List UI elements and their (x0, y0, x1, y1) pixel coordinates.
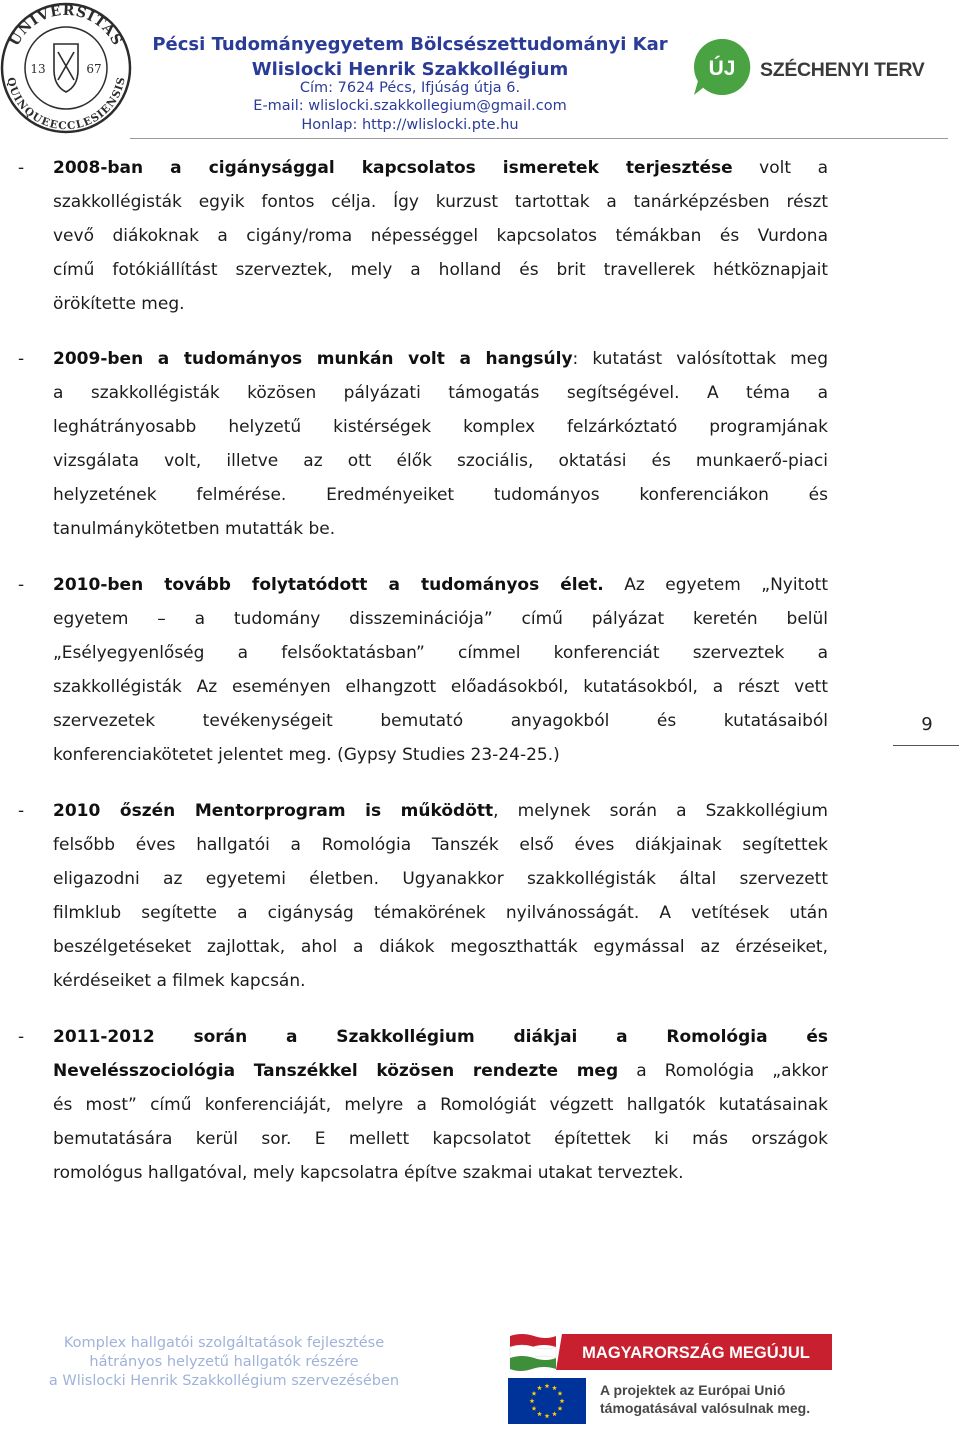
paragraph-line (53, 670, 828, 704)
paragraph-line (53, 828, 828, 862)
bold-text: 2009-ben a tudományos munkán volt a hangsúly (53, 349, 573, 369)
paragraph-2011-2012 (18, 1020, 828, 1190)
paragraph-line (53, 1020, 828, 1054)
text-run: a szakkollégisták közösen pályázati támogatás segítségével. A téma a (53, 383, 828, 403)
magyarorszag-megujul-banner (506, 1330, 834, 1374)
banner-text: MAGYARORSZÁG MEGÚJUL (582, 1344, 810, 1362)
footer-project-line: hátrányos helyzetű hallgatók részére (89, 1354, 359, 1370)
header-address: Cím: 7624 Pécs, Ifjúság útja 6. (299, 80, 521, 96)
text-run: konferenciakötetet jelentet meg. (Gypsy Studies 23-24-25.) (53, 745, 560, 765)
text-run: helyzetének felmérése. Eredményeiket tudományos konferenciákon és (53, 485, 828, 505)
paragraph-2010 (18, 568, 828, 772)
hungarian-flag-green-stripe (510, 1356, 556, 1371)
paragraph-line (53, 862, 828, 896)
paragraph-line (53, 1054, 828, 1088)
bullet-dash: - (18, 1027, 25, 1047)
text-run: : kutatást valósítottak meg (572, 349, 828, 369)
bold-text: 2010 őszén Mentorprogram is működött (53, 801, 494, 821)
header-email: E-mail: wlislocki.szakkollegium@gmail.com (253, 98, 567, 114)
paragraph-line (53, 1156, 828, 1190)
text-run: szakkollégisták egyik fontos célja. Így kurzust tartottak a tanárképzésben részt (53, 192, 828, 212)
header-divider (130, 138, 948, 139)
bold-text: 2008-ban a cigánysággal kapcsolatos ismeretek terjesztése (53, 158, 733, 178)
paragraph-line (53, 376, 828, 410)
bullet-dash: - (18, 801, 25, 821)
text-run: a Romológia „akkor (618, 1061, 828, 1081)
eu-support-line: A projektek az Európai Unió (600, 1382, 786, 1398)
paragraph-line (53, 636, 828, 670)
eu-flag-icon (508, 1378, 586, 1424)
seal-year-left: 13 (30, 62, 46, 76)
paragraph-line (53, 704, 828, 738)
paragraph-2008 (18, 151, 828, 321)
paragraph-line (53, 512, 828, 546)
header-subtitle: Wlislocki Henrik Szakkollégium (251, 59, 569, 80)
paragraph-line (53, 738, 828, 772)
eu-support-line: támogatásával valósulnak meg. (600, 1400, 811, 1416)
paragraph-2009 (18, 342, 828, 546)
bullet-dash: - (18, 575, 25, 595)
text-run: romológus hallgatóval, mely kapcsolatra építve szakmai utakat terveztek. (53, 1163, 684, 1183)
paragraph-line (53, 1122, 828, 1156)
text-run: vevő diákoknak a cigány/roma népességgel kapcsolatos témákban és Vurdona (53, 226, 828, 246)
paragraph-line (53, 444, 828, 478)
text-run: és most” című konferenciáját, melyre a Romológiát végzett hallgatók kutatásainak (53, 1095, 828, 1115)
paragraph-line (53, 1088, 828, 1122)
paragraph-line (53, 568, 828, 602)
text-run: felsőbb éves hallgatói a Romológia Tanszék első éves diákjainak segítettek (53, 835, 828, 855)
footer-project-line: a Wlislocki Henrik Szakkollégium szervezésében (48, 1373, 400, 1389)
bold-text: Nevelésszociológia Tanszékkel közösen rendezte meg (53, 1061, 619, 1081)
paragraph-line (53, 896, 828, 930)
text-run: beszélgetéseket zajlottak, ahol a diákok megoszthatták egymással az érzéseiket, (53, 937, 828, 957)
text-run: , melynek során a Szakkollégium (493, 801, 828, 821)
seal-year-right: 67 (86, 62, 102, 76)
bullet-dash: - (18, 158, 25, 178)
paragraph-line (53, 602, 828, 636)
paragraph-line (53, 794, 828, 828)
page-number-rule (893, 745, 959, 746)
bullet-dash: - (18, 349, 25, 369)
szechenyi-logo-icon (692, 37, 752, 97)
paragraph-2010-autumn (18, 794, 828, 998)
logo-badge-text: ÚJ (708, 57, 736, 80)
text-run: Az egyetem „Nyitott (603, 575, 828, 595)
paragraph-line (53, 964, 828, 998)
university-seal (0, 0, 132, 136)
text-run: volt a (732, 158, 828, 178)
header-title: Pécsi Tudományegyetem Bölcsészettudományi Kar (152, 34, 668, 55)
paragraph-line (53, 253, 828, 287)
text-run: eligazodni az egyetemi életben. Ugyanakkor szakkollégisták által szervezett (53, 869, 828, 889)
paragraph-line (53, 410, 828, 444)
text-run: „Esélyegyenlőség a felsőoktatásban” címmel konferenciát szerveztek a (53, 643, 828, 663)
page-number: 9 (921, 714, 933, 735)
text-run: tanulmánykötetben mutatták be. (53, 519, 336, 539)
text-run: kérdéseiket a filmek kapcsán. (53, 971, 306, 991)
text-run: című fotókiállítást szerveztek, mely a holland és brit travellerek hétköznapjait (53, 260, 828, 280)
paragraph-line (53, 478, 828, 512)
text-run: filmklub segítette a cigányság témakörének nyilvánosságát. A vetítések után (53, 903, 828, 923)
logo-text: SZÉCHENYI TERV (760, 59, 925, 81)
header-website: Honlap: http://wlislocki.pte.hu (301, 117, 519, 133)
text-run: leghátrányosabb helyzetű kistérségek komplex felzárkóztató programjának (53, 417, 828, 437)
paragraph-line (53, 151, 828, 185)
paragraph-line (53, 342, 828, 376)
paragraph-line (53, 219, 828, 253)
bold-text: 2011-2012 során a Szakkollégium diákjai a Romológia és (53, 1027, 828, 1047)
seal-top-text: UNIVERSITAS (6, 2, 126, 49)
text-run: vizsgálata volt, illetve az ott élők szociális, oktatási és munkaerő-piaci (53, 451, 828, 471)
text-run: örökítette meg. (53, 294, 185, 314)
text-run: bemutatására kerül sor. E mellett kapcsolatot építettek ki más országok (53, 1129, 828, 1149)
text-run: szervezetek tevékenységeit bemutató anyagokból és kutatásaiból (53, 711, 828, 731)
text-run: szakkollégisták Az eseményen elhangzott előadásokból, kutatásokból, a részt vett (53, 677, 828, 697)
text-run: egyetem – a tudomány disszeminációja” című pályázat keretén belül (53, 609, 828, 629)
paragraph-line (53, 185, 828, 219)
seal-bottom-text: QUINQUEECCLESIENSIS (4, 76, 128, 133)
footer-project-line: Komplex hallgatói szolgáltatások fejlesztése (63, 1335, 385, 1351)
paragraph-line (53, 930, 828, 964)
bold-text: 2010-ben tovább folytatódott a tudományos élet. (53, 575, 604, 595)
paragraph-line (53, 287, 828, 321)
